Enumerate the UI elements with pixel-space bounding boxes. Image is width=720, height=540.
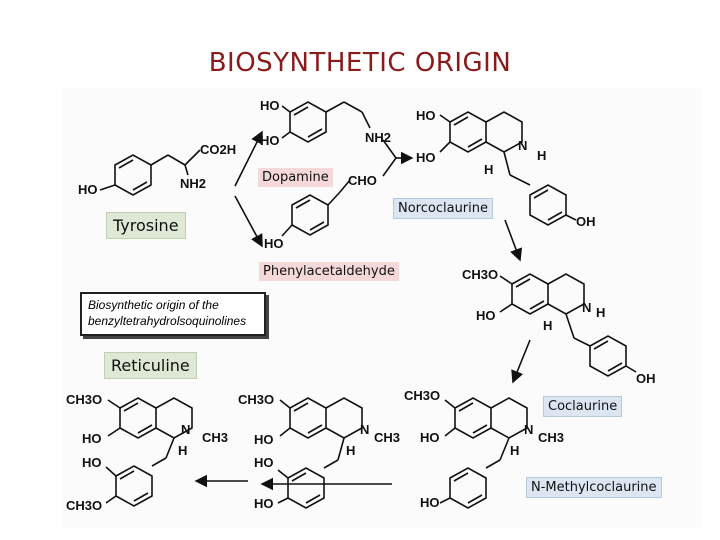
tyrosine-structure [78,142,236,197]
intermediate-n-label: N [360,422,370,437]
arrow-coclaurine-to-n-methylcoclaurine [513,340,530,382]
n-methylcoclaurine-n-label: N [524,422,534,437]
dopamine-ho-label-1: HO [260,98,280,113]
arrow-condensation-bracket [383,140,396,176]
reticuline-ch3-label: CH3 [202,430,229,445]
tyrosine-co2h-label: CO2H [200,142,237,157]
norcoclaurine-h-label: H [484,162,494,177]
n-methylcoclaurine-label: N-Methylcoclaurine [526,477,662,498]
tyrosine-nh2-label: NH2 [180,176,207,191]
intermediate-ch3o-label: CH3O [238,392,275,407]
norcoclaurine-label: Norcoclaurine [393,198,493,219]
dopamine-nh2-label: NH2 [365,130,392,145]
intermediate-ho-label-1: HO [254,432,274,447]
phenylacetaldehyde-cho-label: CHO [348,173,377,188]
page-title: BIOSYNTHETIC ORIGIN [208,48,512,78]
coclaurine-nh-label: H [596,305,606,320]
intermediate-ho-label-2: HO [254,455,274,470]
norcoclaurine-n-label: N [518,138,528,153]
intermediate-ho-label-3: HO [254,496,274,511]
n-methylcoclaurine-ch3-label: CH3 [538,430,565,445]
phenylacetaldehyde-label: Phenylacetaldehyde [259,262,399,281]
n-methylcoclaurine-ho-label: HO [420,430,440,445]
reticuline-n-label: N [181,422,191,437]
n-methylcoclaurine-ho-label-2: HO [420,495,440,510]
coclaurine-label: Coclaurine [543,396,622,417]
dopamine-ho-label-2: HO [260,133,280,148]
coclaurine-ho-label: HO [476,308,496,323]
hydroxylated-intermediate-structure [238,392,400,511]
norcoclaurine-ho-label-1: HO [416,108,436,123]
arrow-tyrosine-to-phenylacetaldehyde [235,196,262,246]
intermediate-ch3-label: CH3 [374,430,401,445]
tyrosine-label: Tyrosine [106,212,186,239]
dopamine-label: Dopamine [258,168,333,187]
coclaurine-ch3o-label: CH3O [462,267,499,282]
arrow-norcoclaurine-to-coclaurine [505,220,520,260]
coclaurine-n-label: N [582,300,592,315]
caption-line-1: Biosynthetic origin of the [88,298,219,312]
reticuline-ho-label-2: HO [82,455,102,470]
norcoclaurine-ho-label-2: HO [416,150,436,165]
figure-caption-box [80,292,266,336]
tyrosine-ho-label: HO [78,182,98,197]
coclaurine-h-label: H [543,318,553,333]
reticuline-ch3o-label-2: CH3O [66,498,103,513]
reticuline-label: Reticuline [104,352,197,379]
reticuline-ho-label-1: HO [82,431,102,446]
norcoclaurine-oh-label: OH [576,214,596,229]
reticuline-ch3o-label-1: CH3O [66,392,103,407]
n-methylcoclaurine-h-label: H [510,443,520,458]
reticuline-structure [66,392,228,513]
coclaurine-oh-label: OH [636,371,656,386]
caption-line-2: benzyltetrahydrolsoquinolines [88,314,247,328]
phenylacetaldehyde-ho-label: HO [264,236,284,251]
norcoclaurine-nh-label: H [537,148,547,163]
dopamine-structure [260,98,391,148]
reticuline-h-label: H [178,443,188,458]
intermediate-h-label: H [346,443,356,458]
coclaurine-structure [462,267,656,386]
n-methylcoclaurine-ch3o-label: CH3O [404,388,441,403]
